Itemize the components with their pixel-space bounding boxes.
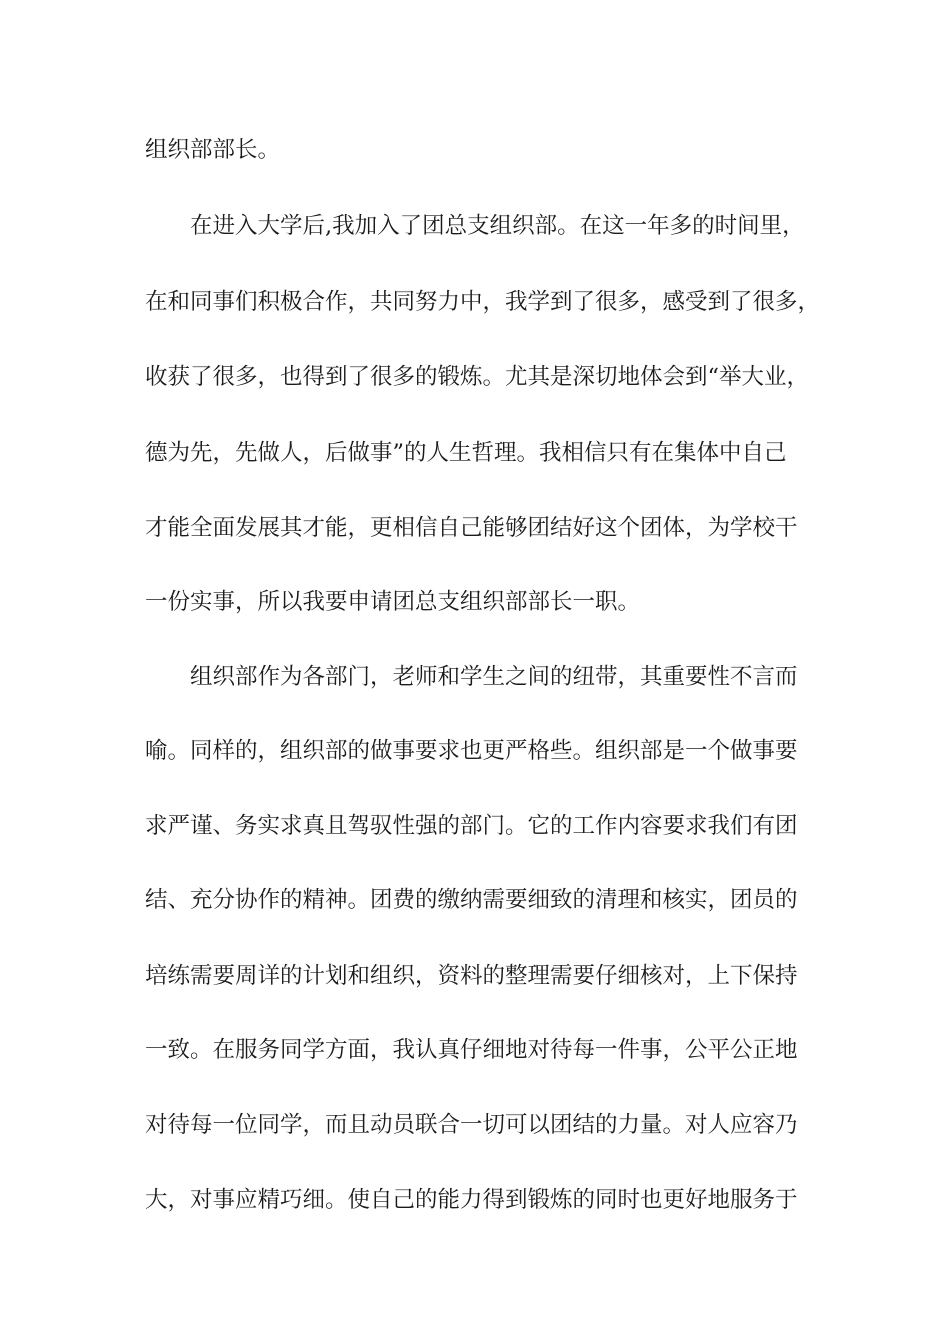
paragraph-first-line: 在进入大学后,我加入了团总支组织部。在这一年多的时间里， [190, 213, 805, 239]
text-line: 对待每一位同学，而且动员联合一切可以团结的力量。对人应容乃 [145, 1112, 798, 1138]
text-line: 收获了很多，也得到了很多的锻炼。尤其是深切地体会到“举大业， [145, 364, 810, 390]
text-line: 组织部部长。 [145, 137, 281, 163]
text-line: 结、充分协作的精神。团费的缴纳需要细致的清理和核实，团员的 [145, 887, 798, 913]
text-line: 德为先，先做人，后做事”的人生哲理。我相信只有在集体中自己 [145, 440, 787, 466]
text-line: 培练需要周详的计划和组织，资料的整理需要仔细核对，上下保持 [145, 963, 798, 989]
paragraph-first-line: 组织部作为各部门，老师和学生之间的纽带，其重要性不言而 [190, 664, 798, 690]
text-line: 一致。在服务同学方面，我认真仔细地对待每一件事，公平公正地 [145, 1037, 798, 1063]
text-line: 喻。同样的，组织部的做事要求也更严格些。组织部是一个做事要 [145, 738, 798, 764]
text-line: 才能全面发展其才能，更相信自己能够团结好这个团体，为学校干 [145, 515, 798, 541]
text-line: 一份实事，所以我要申请团总支组织部部长一职。 [145, 589, 641, 615]
text-line: 大，对事应精巧细。使自己的能力得到锻炼的同时也更好地服务于 [145, 1187, 798, 1213]
text-line: 在和同事们积极合作，共同努力中，我学到了很多，感受到了很多， [145, 289, 821, 315]
text-line: 求严谨、务实求真且驾驭性强的部门。它的工作内容要求我们有团 [145, 813, 798, 839]
